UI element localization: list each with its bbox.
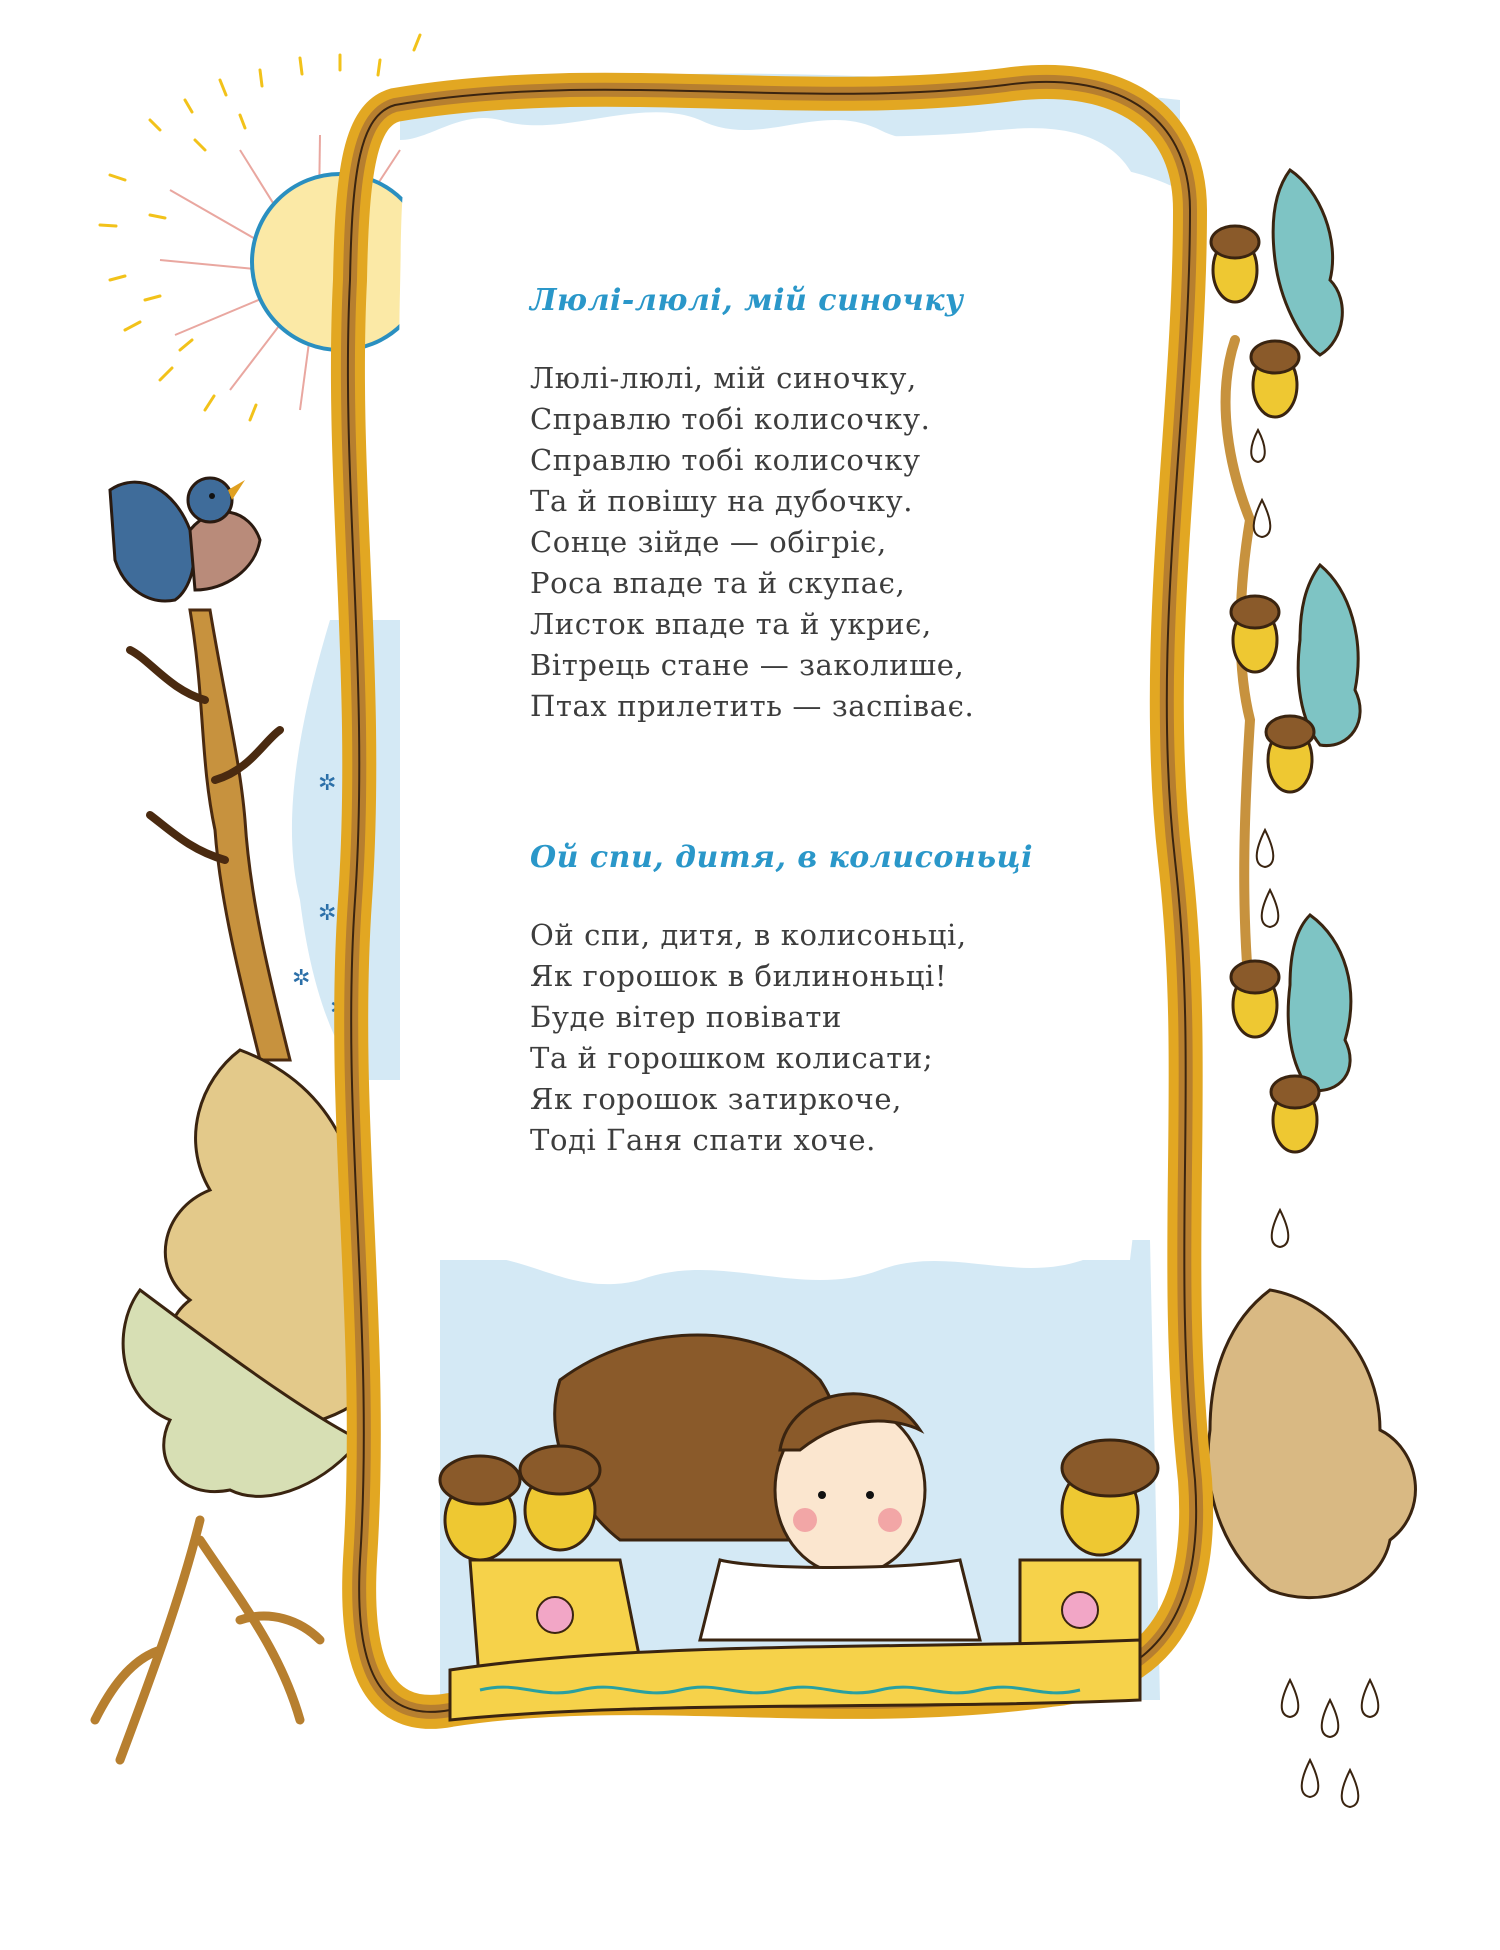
bird-icon (110, 478, 260, 601)
poem-line: Справлю тобі колисочку (530, 443, 921, 477)
poem-2 (530, 840, 1090, 1161)
poem-lines (530, 915, 1090, 1161)
poem-line: Птах прилетить — заспіває. (530, 689, 975, 723)
poem-line: Роса впаде та й скупає, (530, 566, 906, 600)
poem-line: Люлі-люлі, мій синочку, (530, 361, 917, 395)
poem-line: Тоді Ганя спати хоче. (530, 1123, 876, 1157)
poem-line: Та й горошком колисати; (530, 1041, 934, 1075)
poem-line: Ой спи, дитя, в колисоньці, (530, 918, 967, 952)
poem-lines (530, 358, 1090, 727)
svg-text:✲: ✲ (318, 901, 337, 926)
svg-text:✲: ✲ (330, 996, 349, 1021)
poem-line: Буде вітер повівати (530, 1000, 842, 1034)
svg-text:✲: ✲ (292, 966, 311, 991)
poem-title: Люлі-люлі, мій синочку (530, 283, 964, 318)
poem-line: Вітрець стане — заколише, (530, 648, 965, 682)
poem-line: Сонце зійде — обігріє, (530, 525, 887, 559)
oak-leaf-icon (1208, 170, 1415, 1598)
poem-line: Та й повішу на дубочку. (530, 484, 914, 518)
poem-line: Справлю тобі колисочку. (530, 402, 931, 436)
svg-text:✲: ✲ (318, 771, 337, 796)
svg-text:✲: ✲ (345, 831, 364, 856)
poem-line: Як горошок в билиноньці! (530, 959, 948, 993)
oak-branch-icon (190, 610, 290, 1060)
poem-1 (530, 283, 1090, 727)
poem-line: Листок впаде та й укриє, (530, 607, 932, 641)
poem-line: Як горошок затиркоче, (530, 1082, 902, 1116)
poem-title: Ой спи, дитя, в колисоньці (530, 840, 1034, 875)
